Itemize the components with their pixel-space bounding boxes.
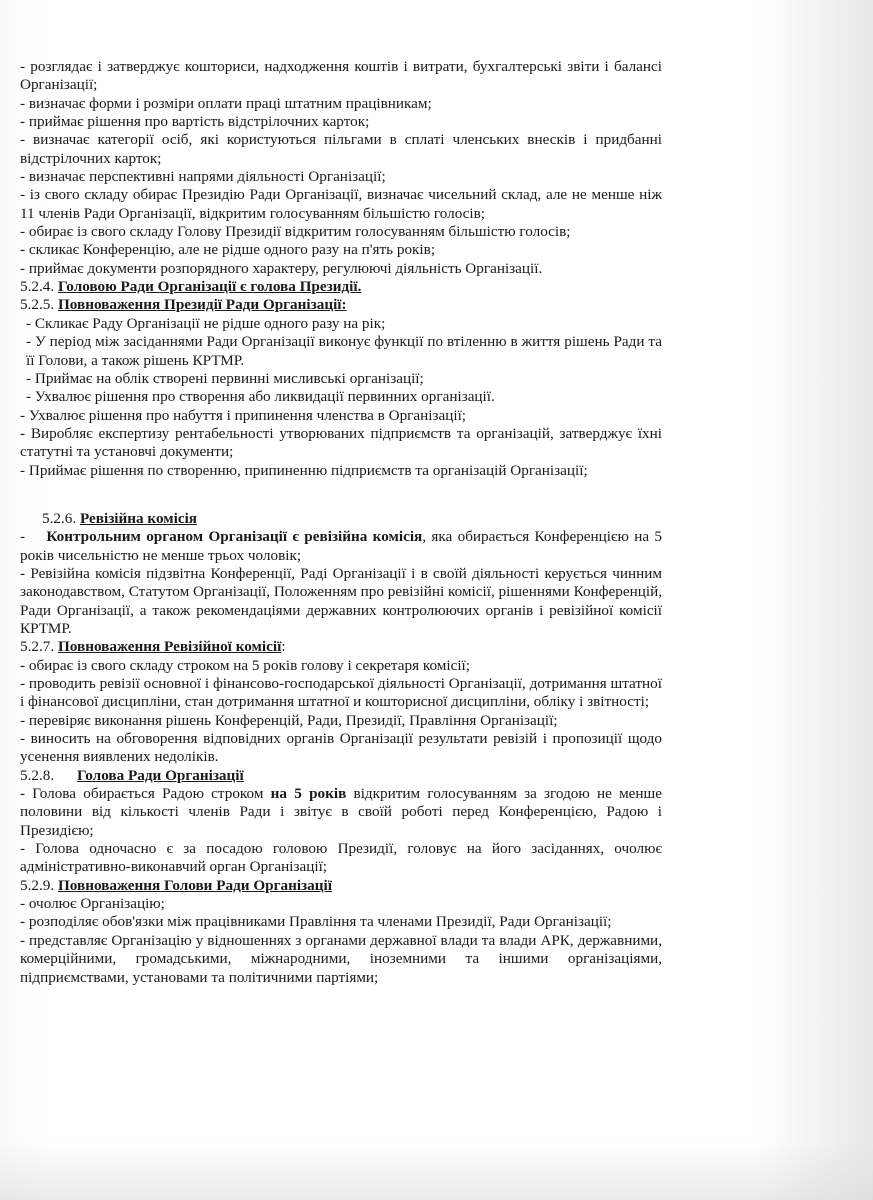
section-heading-5-2-4 — [20, 278, 662, 296]
section-heading-5-2-5 — [20, 296, 662, 314]
section-title: Головою Ради Організації є голова Президії. — [57, 278, 362, 296]
list-item: - Приймає на облік створені первинні мисливські організації; — [26, 369, 424, 387]
section-title: Повноваження Ревізійної комісії — [57, 638, 282, 656]
list-item: - приймає документи розпорядного характеру, регулюючі діяльність Організації. — [20, 259, 543, 277]
section-title: Голова Ради Організації — [76, 766, 244, 784]
list-item: - Скликає Раду Організації не рідше одного разу на рік; — [26, 314, 386, 332]
phrase: - Голова обирається Радою строком — [20, 785, 271, 803]
section-title: Ревізійна комісія — [79, 509, 198, 527]
scan-edge-shadow — [753, 0, 873, 1200]
list-item: - Ухвалює рішення про набуття і припинення членства в Організації; — [20, 406, 467, 424]
document-body — [20, 58, 662, 987]
list-item: - визначає категорії осіб, які користуються пільгами в сплаті членських внесків і придбанні відстрілочних карток; — [20, 131, 662, 167]
section-heading-5-2-9 — [20, 877, 662, 895]
list-item: - скликає Конференцію, але не рідше одного разу на п'ять років; — [20, 241, 436, 259]
list-item: - обирає із свого складу Голову Президії відкритим голосуванням більшістю голосів; — [20, 223, 571, 241]
section-heading-5-2-8 — [20, 767, 662, 785]
list-item: - розглядає і затверджує кошториси, надходження коштів і витрати, бухгалтерські звіти і балансі Організації; — [20, 58, 662, 94]
section-number: 5.2.6. — [42, 509, 77, 527]
list-item: - виносить на обговорення відповідних органів Організації результати ревізій і пропозиції щодо усенення виявлених недоліків. — [20, 730, 662, 766]
section-number: 5.2.9. — [20, 876, 55, 894]
section-heading-5-2-6 — [20, 510, 662, 528]
section-title: Повноваження Президії Ради Організації: — [57, 296, 347, 314]
list-item: - обирає із свого складу строком на 5 років голову і секретаря комісії; — [20, 656, 470, 674]
list-item: - Ревізійна комісія підзвітна Конференції, Раді Організації і в своїй діяльності керується чинним законодавством, Статутом Організації, Положенням про ревізійні комісії, рішеннями Конференцій, Ради Організації, а також рекомендаціями державних контролюючих органів і ревізійної комісії КРТМР. — [20, 564, 662, 637]
list-item: - проводить ревізії основної і фінансово-господарської діяльності Організації, дотримання штатної і фінансової дисципліни, стан дотримання штатної и кошторисної дисципліни, обліку і звітності; — [20, 675, 662, 711]
section-number: 5.2.4. — [20, 278, 55, 296]
paragraph-gap — [20, 480, 662, 510]
list-item: - представляє Організацію у відношеннях з органами державної влади та влади АРК, державними, комерційними, громадськими, міжнародними, іноземними та іншими організаціями, підприємствами, установами та політичними партіями; — [20, 931, 662, 986]
list-item: - Приймає рішення по створенню, припиненню підприємств та організацій Організації; — [20, 461, 588, 479]
list-item: - У період між засіданнями Ради Організації виконує функції по втіленню в життя рішень Ради та її Голови, а також рішень КРТМР. — [26, 333, 662, 369]
list-item: - із свого складу обирає Президію Ради Організації, визначає чисельний склад, але не менше ніж 11 членів Ради Організації, відкритим голосуванням більшістю голосів; — [20, 186, 662, 222]
list-item: - Виробляє експертизу рентабельності утворюваних підприємств та організацій, затверджує їхні статутні та установчі документи; — [20, 424, 662, 461]
list-item: - визначає перспективні напрями діяльності Організації; — [20, 168, 386, 186]
phrase: відкритим голосуванням за згодою не менше половини від кількості членів Ради і звітує в своїй роботі перед Конференцією, Радою і Президією; — [20, 785, 662, 839]
phrase: , яка обирається Конференцією на 5 років чисельністю не менше трьох чоловік; — [20, 528, 662, 564]
list-item — [20, 528, 662, 565]
title-colon: : — [281, 638, 286, 656]
section-heading-5-2-7 — [20, 638, 662, 656]
list-item: - Голова одночасно є за посадою головою Президії, головує на його засіданнях, очолює адміністративно-виконавчий орган Організації; — [20, 840, 662, 876]
list-item: - визначає форми і розміри оплати праці штатним працівникам; — [20, 94, 432, 112]
list-item: - очолює Організацію; — [20, 895, 165, 913]
list-item: - розподіляє обов'язки між працівниками Правління та членами Президії, Ради Організації; — [20, 913, 612, 931]
bold-phrase: на 5 років — [270, 785, 347, 803]
list-item: - приймає рішення про вартість відстрілочних карток; — [20, 113, 370, 131]
list-item: - Ухвалює рішення про створення або ликвидації первинних організації. — [26, 388, 495, 406]
section-title: Повноваження Голови Ради Організації — [57, 876, 332, 894]
section-number: 5.2.7. — [20, 638, 55, 656]
list-item — [20, 785, 662, 840]
scan-bottom-shadow — [0, 1140, 873, 1200]
section-number: 5.2.5. — [20, 296, 55, 314]
list-item: - перевіряє виконання рішень Конференцій, Ради, Президії, Правління Організації; — [20, 711, 558, 729]
bold-phrase: Контрольним органом Організації є ревізійна комісія — [46, 528, 423, 546]
dash: - — [20, 528, 26, 546]
section-number: 5.2.8. — [20, 766, 55, 784]
